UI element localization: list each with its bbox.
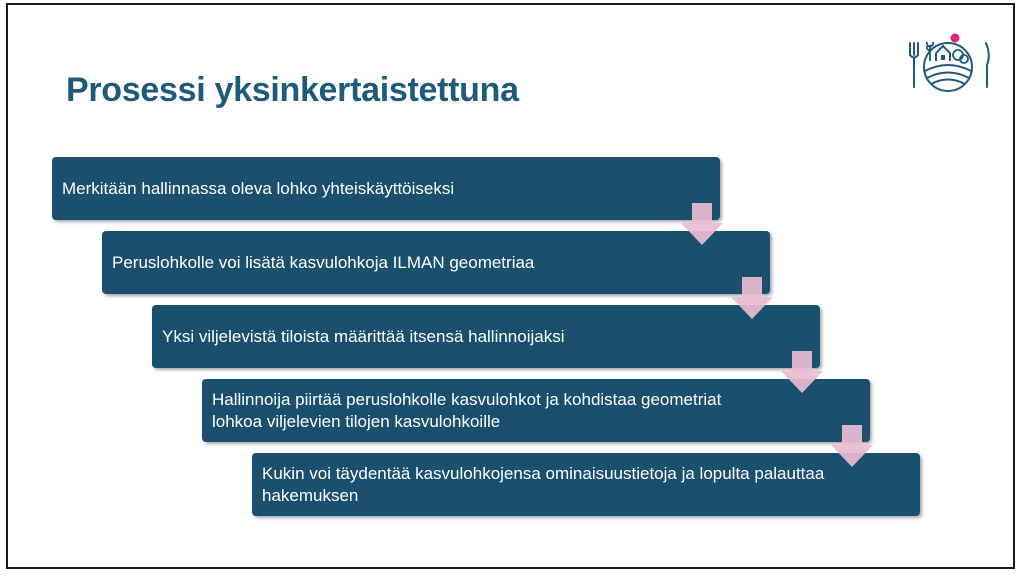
process-step-2-text: Peruslohkolle voi lisätä kasvulohkoja ILMAN geometriaa: [112, 252, 535, 272]
process-step-1: [52, 157, 720, 220]
process-step-2: [102, 231, 770, 294]
process-step-4-text: Hallinnoija piirtää peruslohkolle kasvulohkot ja kohdistaa geometriat lohkoa viljelevien tilojen kasvulohkoille: [212, 389, 722, 431]
down-arrow-icon: [781, 351, 823, 393]
process-step-3: [152, 305, 820, 368]
process-step-5-text: Kukin voi täydentää kasvulohkojensa ominaisuustietoja ja lopulta palauttaa hakemuksen: [262, 463, 825, 505]
process-step-3-text: Yksi viljelevistä tiloista määrittää itsensä hallinnoijaksi: [162, 326, 565, 346]
process-step-5: [252, 453, 920, 516]
slide-title: Prosessi yksinkertaistettuna: [66, 71, 519, 109]
farm-cutlery-logo-icon: [903, 31, 993, 93]
down-arrow-icon: [681, 203, 723, 245]
down-arrow-icon: [731, 277, 773, 319]
slide: [6, 3, 1015, 569]
down-arrow-icon: [831, 425, 873, 467]
process-step-4: [202, 379, 870, 442]
process-step-1-text: Merkitään hallinnassa oleva lohko yhteiskäyttöiseksi: [62, 178, 455, 198]
